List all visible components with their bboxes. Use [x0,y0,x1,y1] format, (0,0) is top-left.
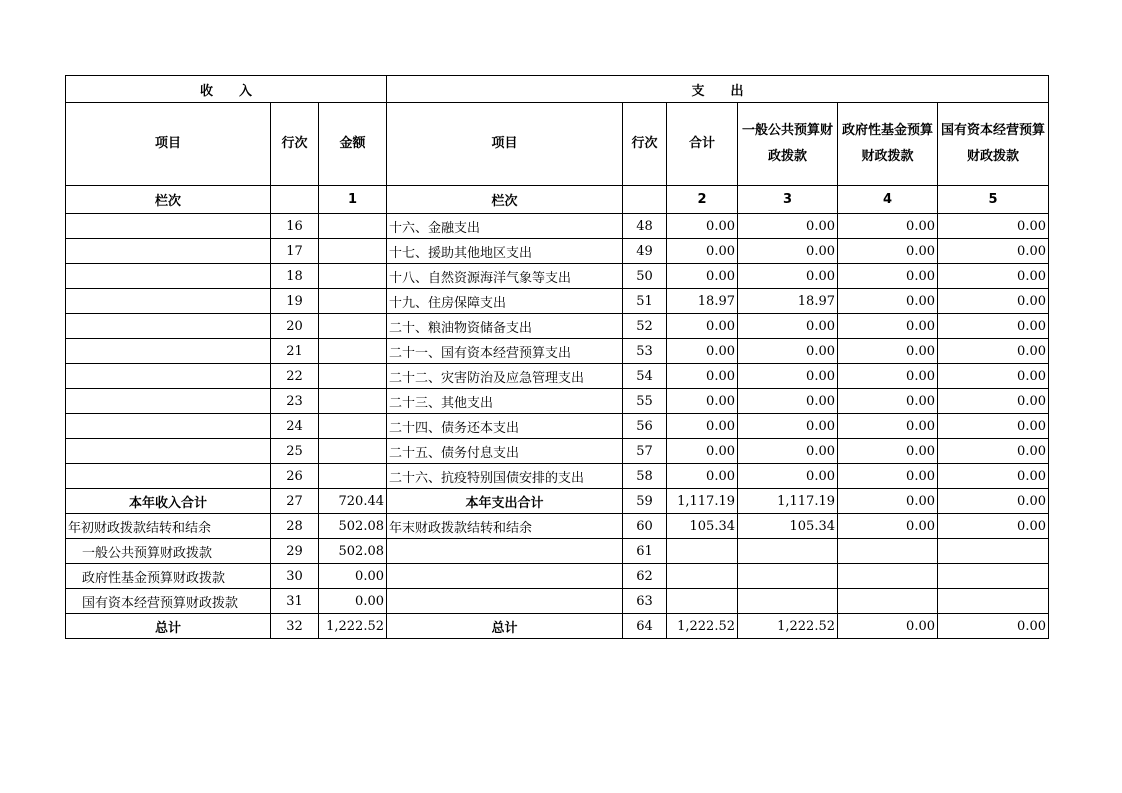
expense-row-number-cell: 56 [623,414,667,439]
expense-total-cell: 105.34 [667,514,738,539]
income-row-number-cell: 21 [271,339,319,364]
expense-item-cell: 年末财政拨款结转和结余 [387,514,623,539]
expense-total-cell: 0.00 [667,264,738,289]
income-amount-cell [319,464,387,489]
table-row [66,514,1049,539]
expense-item-cell: 二十六、抗疫特别国债安排的支出 [387,464,623,489]
expense-item-cell: 二十二、灾害防治及应急管理支出 [387,364,623,389]
index-label-income: 栏次 [66,186,271,214]
general-budget-cell: 0.00 [738,414,838,439]
table-row [66,214,1049,239]
general-budget-cell [738,589,838,614]
expense-total-cell: 0.00 [667,314,738,339]
income-item-cell: 国有资本经营预算财政拨款 [66,589,271,614]
general-budget-cell: 0.00 [738,464,838,489]
expense-row-number-cell: 49 [623,239,667,264]
income-row-number-cell: 23 [271,389,319,414]
income-item-cell [66,314,271,339]
income-amount-cell: 0.00 [319,589,387,614]
column-header-row [66,103,1049,186]
table-row [66,414,1049,439]
index-general-budget: 3 [738,186,838,214]
expense-row-number-cell: 53 [623,339,667,364]
table-row [66,489,1049,514]
column-index-row [66,186,1049,214]
income-row-number-cell: 18 [271,264,319,289]
expense-item-cell: 二十三、其他支出 [387,389,623,414]
expense-item-cell: 十八、自然资源海洋气象等支出 [387,264,623,289]
income-amount-cell: 720.44 [319,489,387,514]
income-item-cell: 政府性基金预算财政拨款 [66,564,271,589]
expense-item-cell: 十七、援助其他地区支出 [387,239,623,264]
income-amount-cell [319,264,387,289]
income-row-number-cell: 30 [271,564,319,589]
table-row [66,289,1049,314]
general-budget-cell: 18.97 [738,289,838,314]
table-row [66,239,1049,264]
expense-total-cell: 1,222.52 [667,614,738,639]
state-capital-budget-cell: 0.00 [938,464,1049,489]
general-budget-cell: 0.00 [738,339,838,364]
expense-total-cell: 0.00 [667,364,738,389]
state-capital-budget-cell: 0.00 [938,364,1049,389]
state-capital-budget-cell: 0.00 [938,264,1049,289]
income-amount-cell: 0.00 [319,564,387,589]
income-row-number-cell: 24 [271,414,319,439]
state-capital-budget-cell: 0.00 [938,239,1049,264]
expense-total-cell: 0.00 [667,239,738,264]
income-item-cell [66,264,271,289]
table-row [66,439,1049,464]
general-budget-cell: 105.34 [738,514,838,539]
income-item-cell [66,364,271,389]
income-item-cell [66,214,271,239]
expense-section-header: 支 出 [387,76,1049,103]
income-amount-cell [319,214,387,239]
income-row-number-cell: 32 [271,614,319,639]
state-capital-budget-cell: 0.00 [938,339,1049,364]
income-amount-cell [319,389,387,414]
income-item-cell: 年初财政拨款结转和结余 [66,514,271,539]
income-item-cell [66,464,271,489]
expense-row-number-cell: 59 [623,489,667,514]
expense-item-cell: 总计 [387,614,623,639]
expense-total-cell: 0.00 [667,389,738,414]
income-amount-cell: 502.08 [319,514,387,539]
table-row [66,564,1049,589]
section-header-row [66,76,1049,103]
state-capital-budget-cell: 0.00 [938,439,1049,464]
index-amount: 1 [319,186,387,214]
gov-fund-budget-cell: 0.00 [838,464,938,489]
state-capital-budget-cell: 0.00 [938,489,1049,514]
state-capital-budget-cell: 0.00 [938,289,1049,314]
income-row-number-cell: 27 [271,489,319,514]
table-row [66,464,1049,489]
income-row-number-cell: 31 [271,589,319,614]
expense-row-number-cell: 60 [623,514,667,539]
table-row [66,364,1049,389]
state-capital-budget-cell [938,539,1049,564]
state-capital-budget-cell: 0.00 [938,514,1049,539]
expense-row-number-cell: 50 [623,264,667,289]
income-row-number-cell: 16 [271,214,319,239]
general-budget-cell: 1,222.52 [738,614,838,639]
gov-fund-budget-cell: 0.00 [838,514,938,539]
gov-fund-budget-cell: 0.00 [838,239,938,264]
gov-fund-budget-cell: 0.00 [838,314,938,339]
col-header-general-budget: 一般公共预算财政拨款 [738,103,838,186]
general-budget-cell [738,539,838,564]
expense-row-number-cell: 58 [623,464,667,489]
income-section-header: 收 入 [66,76,387,103]
gov-fund-budget-cell: 0.00 [838,214,938,239]
table-row [66,264,1049,289]
income-item-cell [66,439,271,464]
expense-item-cell: 二十一、国有资本经营预算支出 [387,339,623,364]
income-item-cell: 总计 [66,614,271,639]
income-row-number-cell: 20 [271,314,319,339]
expense-item-cell: 二十四、债务还本支出 [387,414,623,439]
gov-fund-budget-cell: 0.00 [838,264,938,289]
gov-fund-budget-cell: 0.00 [838,364,938,389]
expense-item-cell: 二十五、债务付息支出 [387,439,623,464]
index-label-expense: 栏次 [387,186,623,214]
expense-row-number-cell: 55 [623,389,667,414]
expense-total-cell: 0.00 [667,464,738,489]
expense-row-number-cell: 64 [623,614,667,639]
gov-fund-budget-cell: 0.00 [838,414,938,439]
table-row [66,339,1049,364]
state-capital-budget-cell [938,589,1049,614]
expense-item-cell: 十六、金融支出 [387,214,623,239]
income-row-number-cell: 22 [271,364,319,389]
state-capital-budget-cell: 0.00 [938,614,1049,639]
expense-item-cell: 二十、粮油物资储备支出 [387,314,623,339]
table-row [66,589,1049,614]
expense-item-cell [387,539,623,564]
income-amount-cell: 502.08 [319,539,387,564]
table-row [66,539,1049,564]
expense-row-number-cell: 63 [623,589,667,614]
index-empty-cell [623,186,667,214]
expense-item-cell: 本年支出合计 [387,489,623,514]
gov-fund-budget-cell: 0.00 [838,389,938,414]
income-row-number-cell: 19 [271,289,319,314]
col-header-income-row-no: 行次 [271,103,319,186]
income-amount-cell [319,414,387,439]
general-budget-cell: 0.00 [738,214,838,239]
gov-fund-budget-cell: 0.00 [838,289,938,314]
gov-fund-budget-cell [838,539,938,564]
income-item-cell [66,239,271,264]
income-row-number-cell: 26 [271,464,319,489]
income-amount-cell: 1,222.52 [319,614,387,639]
expense-row-number-cell: 57 [623,439,667,464]
expense-row-number-cell: 61 [623,539,667,564]
col-header-income-item: 项目 [66,103,271,186]
expense-total-cell: 0.00 [667,414,738,439]
income-amount-cell [319,314,387,339]
income-item-cell [66,289,271,314]
expense-total-cell: 0.00 [667,214,738,239]
general-budget-cell: 1,117.19 [738,489,838,514]
gov-fund-budget-cell: 0.00 [838,614,938,639]
gov-fund-budget-cell: 0.00 [838,339,938,364]
expense-row-number-cell: 52 [623,314,667,339]
income-item-cell [66,414,271,439]
general-budget-cell [738,564,838,589]
index-total: 2 [667,186,738,214]
table-row [66,389,1049,414]
gov-fund-budget-cell: 0.00 [838,489,938,514]
expense-total-cell: 0.00 [667,439,738,464]
index-empty-cell [271,186,319,214]
income-item-cell [66,389,271,414]
gov-fund-budget-cell [838,589,938,614]
income-row-number-cell: 29 [271,539,319,564]
general-budget-cell: 0.00 [738,389,838,414]
state-capital-budget-cell [938,564,1049,589]
expense-row-number-cell: 54 [623,364,667,389]
income-amount-cell [319,439,387,464]
expense-row-number-cell: 62 [623,564,667,589]
income-row-number-cell: 25 [271,439,319,464]
expense-total-cell [667,589,738,614]
general-budget-cell: 0.00 [738,239,838,264]
expense-total-cell: 0.00 [667,339,738,364]
general-budget-cell: 0.00 [738,439,838,464]
expense-total-cell [667,539,738,564]
data-rows [66,214,1049,639]
state-capital-budget-cell: 0.00 [938,414,1049,439]
col-header-gov-fund-budget: 政府性基金预算财政拨款 [838,103,938,186]
income-row-number-cell: 28 [271,514,319,539]
col-header-total: 合计 [667,103,738,186]
col-header-state-capital-budget: 国有资本经营预算财政拨款 [938,103,1049,186]
state-capital-budget-cell: 0.00 [938,314,1049,339]
expense-item-cell: 十九、住房保障支出 [387,289,623,314]
income-amount-cell [319,239,387,264]
expense-item-cell [387,564,623,589]
col-header-expense-item: 项目 [387,103,623,186]
index-gov-fund-budget: 4 [838,186,938,214]
general-budget-cell: 0.00 [738,264,838,289]
fiscal-appropriation-table [65,75,1049,639]
income-item-cell: 一般公共预算财政拨款 [66,539,271,564]
expense-total-cell [667,564,738,589]
expense-row-number-cell: 51 [623,289,667,314]
income-amount-cell [319,339,387,364]
gov-fund-budget-cell: 0.00 [838,439,938,464]
income-amount-cell [319,364,387,389]
table-row [66,314,1049,339]
col-header-income-amount: 金额 [319,103,387,186]
income-row-number-cell: 17 [271,239,319,264]
expense-total-cell: 1,117.19 [667,489,738,514]
expense-total-cell: 18.97 [667,289,738,314]
expense-item-cell [387,589,623,614]
gov-fund-budget-cell [838,564,938,589]
table-row [66,614,1049,639]
state-capital-budget-cell: 0.00 [938,389,1049,414]
state-capital-budget-cell: 0.00 [938,214,1049,239]
expense-row-number-cell: 48 [623,214,667,239]
general-budget-cell: 0.00 [738,314,838,339]
income-item-cell [66,339,271,364]
income-item-cell: 本年收入合计 [66,489,271,514]
index-state-capital-budget: 5 [938,186,1049,214]
income-amount-cell [319,289,387,314]
col-header-expense-row-no: 行次 [623,103,667,186]
general-budget-cell: 0.00 [738,364,838,389]
